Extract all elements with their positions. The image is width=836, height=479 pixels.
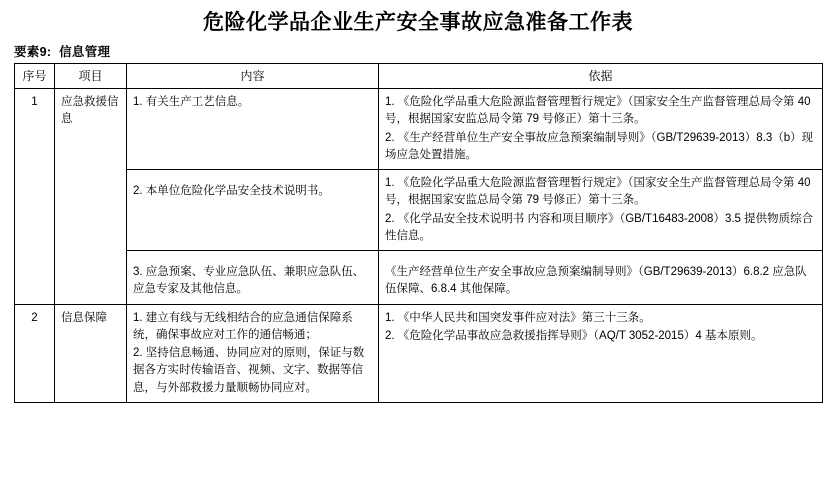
column-header-no: 序号 <box>15 64 55 89</box>
element-value: 信息管理 <box>59 45 111 59</box>
emergency-preparedness-table <box>14 63 823 403</box>
row-basis <box>379 170 823 251</box>
row-basis <box>379 304 823 402</box>
basis-paragraph: 1. 《危险化学品重大危险源监督管理暂行规定》（国家安全生产监督管理总局令第 40 号，根据国家安监总局令第 79 号修正）第十三条。 <box>385 177 811 207</box>
row-item-name: 应急救援信息 <box>55 89 127 305</box>
row-basis <box>379 89 823 170</box>
column-header-content: 内容 <box>127 64 379 89</box>
content-paragraph: 2. 坚持信息畅通、协同应对的原则，保证与数据各方实时传输语音、视频、文字、数据等信息，与外部救援力量顺畅协同应对。 <box>133 347 365 394</box>
content-paragraph: 2. 本单位危险化学品安全技术说明书。 <box>133 185 330 197</box>
element-label: 要素9: <box>14 45 52 59</box>
page-title: 危险化学品企业生产安全事故应急准备工作表 <box>203 10 633 34</box>
row-content <box>127 304 379 402</box>
column-header-item: 项目 <box>55 64 127 89</box>
document-page <box>0 6 836 479</box>
table-row <box>15 89 823 170</box>
basis-paragraph: 1. 《中华人民共和国突发事件应对法》第三十三条。 <box>385 311 651 324</box>
table-row <box>15 304 823 402</box>
row-content <box>127 89 379 170</box>
table-header-row <box>15 64 823 89</box>
row-basis <box>379 251 823 305</box>
basis-paragraph: 2. 《化学品安全技术说明书 内容和项目顺序》（GB/T16483-2008）3.5 提供物质综合性信息。 <box>385 212 814 242</box>
row-content <box>127 170 379 251</box>
row-item-name: 信息保障 <box>55 304 127 402</box>
basis-paragraph: 2. 《危险化学品事故应急救援指挥导则》（AQ/T 3052-2015）4 基本原则。 <box>385 329 763 342</box>
content-paragraph: 1. 建立有线与无线相结合的应急通信保障系统，确保事故应对工作的通信畅通； <box>133 311 353 341</box>
content-paragraph: 1. 有关生产工艺信息。 <box>133 96 250 108</box>
element-heading <box>14 42 836 60</box>
content-paragraph: 3. 应急预案、专业应急队伍、兼职应急队伍、应急专家及其他信息。 <box>133 266 365 296</box>
table-row <box>15 251 823 305</box>
basis-paragraph: 2. 《生产经营单位生产安全事故应急预案编制导则》（GB/T29639-2013）8.3（b）现场应急处置措施。 <box>385 131 814 161</box>
row-number: 1 <box>15 89 55 305</box>
row-number: 2 <box>15 304 55 402</box>
column-header-basis: 依据 <box>379 64 823 89</box>
basis-paragraph: 《生产经营单位生产安全事故应急预案编制导则》（GB/T29639-2013）6.8.2 应急队伍保障、6.8.4 其他保障。 <box>385 266 807 296</box>
row-content <box>127 251 379 305</box>
table-row <box>15 170 823 251</box>
basis-paragraph: 1. 《危险化学品重大危险源监督管理暂行规定》（国家安全生产监督管理总局令第 40 号，根据国家安监总局令第 79 号修正）第十三条。 <box>385 96 811 126</box>
